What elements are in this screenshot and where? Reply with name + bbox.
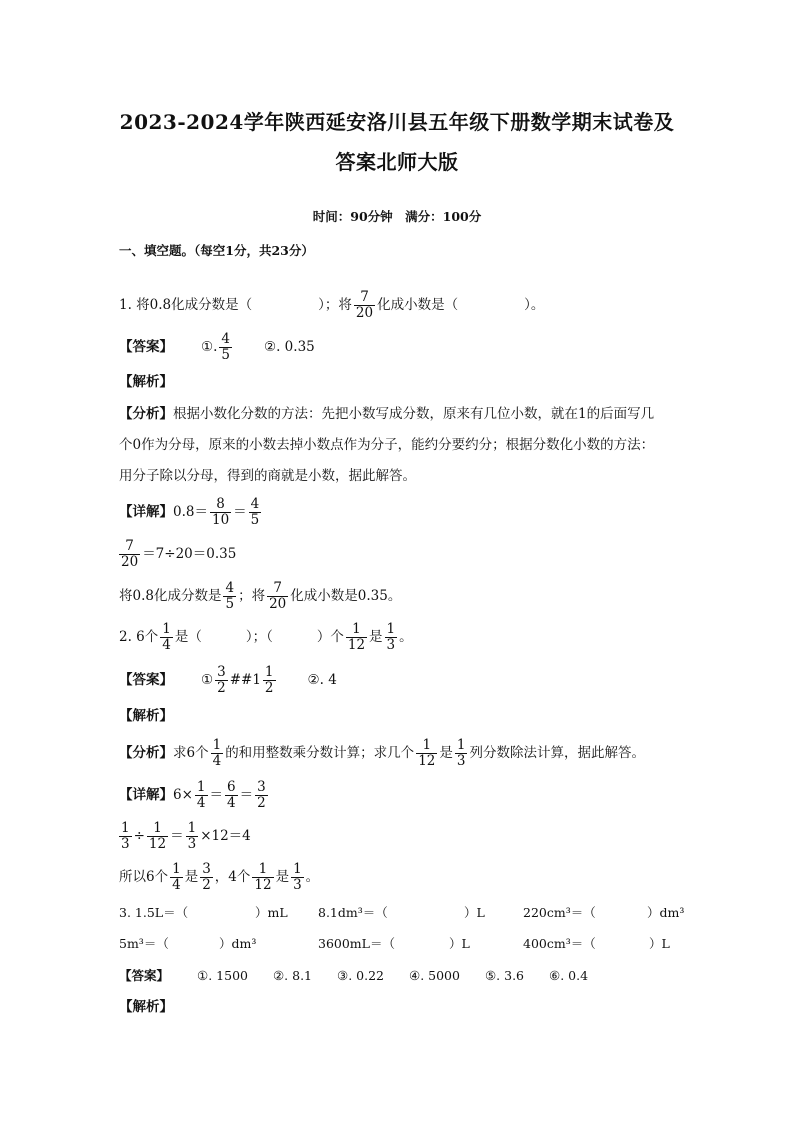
fraction: $\frac{1}{12}$ (254, 861, 272, 893)
fraction: $\frac{1}{4}$ (162, 621, 171, 653)
fraction: $\frac{4}{5}$ (250, 496, 260, 528)
document-page: 2023-2024学年陕西延安洛川县五年级下册数学期末试卷及 答案北师大版 时间：90分钟 满分：100分 一、填空题。（每空1分，共23分） 1. 将0.8化成分数是（ ）；将 $\frac{7}{20}$ 化成小数是（ ）。 【答案】 ①. $\frac{4}{5}$ ②. 0.35 【解析】 【分析】根据小数化分数的方法：先把小数写成分数，原来有几位小数，就在1的后面写几 个0作为分母，原来的小数去掉小数点作为分子，能约分要约分；根据分数化小数的方法： 用分子除以分母，得到的商就是小数，据此解答。 【详解】0.8＝ $\frac{8}{10}$ ＝ $\frac{4}{5}$ $\frac{7}{20}$ ＝7÷20＝0.35 将0.8化成分数是 $\frac{4}{5}$ ；将 $\frac{7}{20}$ 化成小数是0.35。 2. 6个 $\frac{1}{4}$ 是（ ）；（ ）个 $\frac{1}{12}$ 是 $\frac{1}{3}$ 。 【答案】 ① $\frac{3}{2}$ ##1 $\frac{1}{2}$ ②. 4 【解析】 【分析】求6个 $\frac{1}{4}$ 的和用整数乘分数计算；求几个 $\frac{1}{12}$ 是 $\frac{1}{3}$ 列分数除法计算，据此解答。 【详解】6× $\frac{1}{4}$ ＝ $\frac{6}{4}$ ＝ $\frac{3}{2}$ $\frac{1}{3}$ ÷ $\frac{1}{12}$ ＝ $\frac{1}{3}$ ×12＝4 所以6个 $\frac{1}{4}$ 是 $\frac{3}{2}$ ，4个 $\frac{1}{12}$ 是 $\frac{1}{3}$ 。 3. 1.5L＝（ ）mL 8.1dm³＝（ ）L 220cm³＝（ ）dm³ 5m³＝（ ）dm³ 3600mL＝（ ）L 400cm³＝（ ）L 【答案】 ①. 1500 ②. 8.1 ③. 0.22 ④. 5000 ⑤. 3.6 ⑥. 0.4 【解析】 (0, 0, 794, 1123)
fraction: $\frac{1}{3}$ (187, 820, 197, 852)
question-2: 2. 6个 $\frac{1}{4}$ 是（ ）；（ ）个 $\frac{1}{12}$ 是 $\frac{1}{3}$ 。 (119, 621, 413, 653)
detail-1-line-3: 将0.8化成分数是 $\frac{4}{5}$ ；将 $\frac{7}{20}$ 化成小数是0.35。 (119, 580, 402, 612)
fraction: $\frac{3}{2}$ (202, 861, 211, 893)
fraction: $\frac{7}{20}$ (121, 538, 139, 570)
fraction: $\frac{1}{4}$ (172, 861, 181, 893)
detail-2-line-2: $\frac{1}{3}$ ÷ $\frac{1}{12}$ ＝ $\frac{1}{3}$ ×12＝4 (121, 820, 251, 852)
doc-subtitle: 时间：90分钟 满分：100分 (312, 209, 482, 224)
fraction: $\frac{4}{5}$ (221, 331, 230, 363)
detail-1-line-2: $\frac{7}{20}$ ＝7÷20＝0.35 (121, 538, 237, 570)
fraction: $\frac{8}{10}$ (211, 496, 230, 528)
fraction: $\frac{3}{2}$ (217, 664, 226, 696)
doc-title-line-1: 2023-2024学年陕西延安洛川县五年级下册数学期末试卷及 (119, 110, 675, 134)
detail-1-line-1: 【详解】0.8＝ $\frac{8}{10}$ ＝ $\frac{4}{5}$ (119, 496, 260, 528)
fraction: $\frac{1}{12}$ (347, 621, 366, 653)
fraction: $\frac{1}{4}$ (212, 737, 222, 769)
question-1: 1. 将0.8化成分数是（ ）；将 $\frac{7}{20}$ 化成小数是（ ）。 (119, 289, 545, 321)
analysis-1-line-1: 【分析】根据小数化分数的方法：先把小数写成分数，原来有几位小数，就在1的后面写几 (119, 406, 655, 422)
fraction: $\frac{1}{3}$ (121, 820, 130, 852)
answer-2: 【答案】 ① $\frac{3}{2}$ ##1 $\frac{1}{2}$ ②. 4 (119, 664, 337, 696)
analysis-2: 【分析】求6个 $\frac{1}{4}$ 的和用整数乘分数计算；求几个 $\frac{1}{12}$ 是 $\frac{1}{3}$ 列分数除法计算，据此解答。 (119, 737, 645, 769)
detail-2-line-3: 所以6个 $\frac{1}{4}$ 是 $\frac{3}{2}$ ，4个 $\frac{1}{12}$ 是 $\frac{1}{3}$ 。 (119, 861, 320, 893)
fraction: $\frac{7}{20}$ (355, 289, 374, 321)
doc-title-line-2: 答案北师大版 (335, 150, 459, 174)
fraction: $\frac{1}{12}$ (148, 820, 167, 852)
fraction: $\frac{1}{4}$ (196, 779, 206, 811)
analysis-heading-1: 【解析】 (119, 374, 173, 390)
analysis-1-line-3: 用分子除以分母，得到的商就是小数，据此解答。 (119, 468, 416, 484)
analysis-1-line-2: 个0作为分母，原来的小数去掉小数点作为分子，能约分要约分；根据分数化小数的方法： (119, 437, 655, 453)
fraction: $\frac{1}{3}$ (293, 861, 302, 893)
fraction: $\frac{7}{20}$ (269, 580, 287, 612)
fraction: $\frac{4}{5}$ (225, 580, 235, 612)
answer-3: 【答案】 ①. 1500 ②. 8.1 ③. 0.22 ④. 5000 ⑤. 3.6 ⑥. 0.4 (119, 968, 589, 983)
fraction: $\frac{1}{3}$ (456, 737, 466, 769)
analysis-heading-2: 【解析】 (119, 708, 173, 724)
fraction: $\frac{1}{2}$ (264, 664, 274, 696)
fraction: $\frac{1}{12}$ (418, 737, 436, 769)
fraction: $\frac{6}{4}$ (227, 779, 236, 811)
section-heading-1: 一、填空题。（每空1分，共23分） (119, 243, 314, 258)
fraction: $\frac{3}{2}$ (257, 779, 266, 811)
analysis-heading-3: 【解析】 (119, 999, 173, 1015)
answer-1: 【答案】 ①. $\frac{4}{5}$ ②. 0.35 (119, 331, 315, 363)
detail-2-line-1: 【详解】6× $\frac{1}{4}$ ＝ $\frac{6}{4}$ ＝ $\frac{3}{2}$ (119, 779, 266, 811)
fraction: $\frac{1}{3}$ (386, 621, 396, 653)
